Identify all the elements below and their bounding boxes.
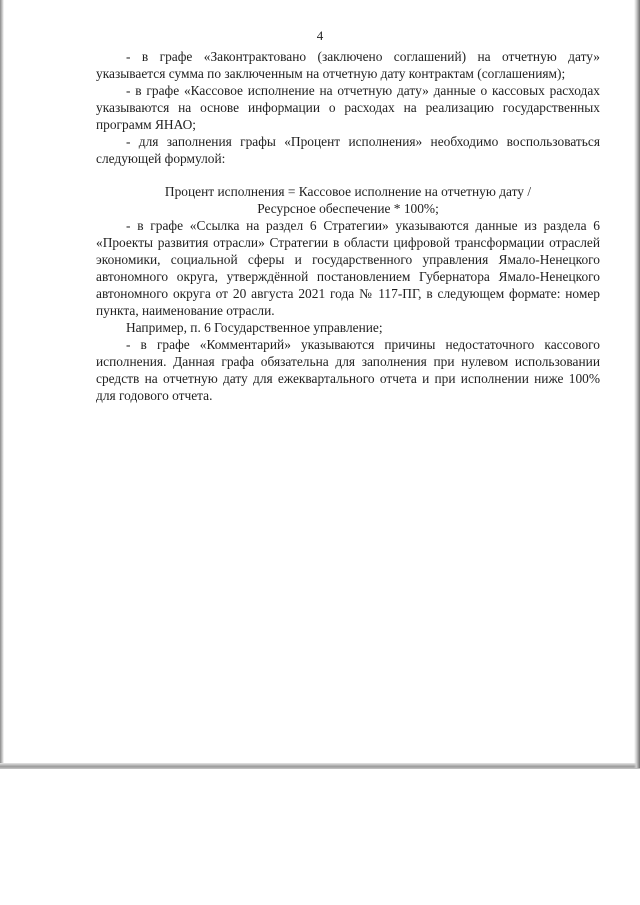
formula-line-2: Ресурсное обеспечение * 100%; <box>257 201 439 216</box>
paragraph-example: Например, п. 6 Государственное управление; <box>126 320 383 335</box>
formula-line-1: Процент исполнения = Кассовое исполнение на отчетную дату / <box>164 184 532 199</box>
formula-block <box>96 183 600 217</box>
paragraph-cash-execution: - в графе «Кассовое исполнение на отчетную дату» данные о кассовых расходах указываются на основе информации о расходах на реализацию государственных программ ЯНАО; <box>96 83 600 132</box>
paragraph-percent-intro: - для заполнения графы «Процент исполнения» необходимо воспользоваться следующей формулой: <box>96 134 600 166</box>
paragraph-comment: - в графе «Комментарий» указываются причины недостаточного кассового исполнения. Данная графа обязательна для заполнения при нулевом использовании средств на отчетную дату для ежеквартального отчета и при исполнении ниже 100% для годового отчета. <box>96 337 600 403</box>
page-number: 4 <box>316 28 324 43</box>
paragraph-contracted: - в графе «Законтрактовано (заключено соглашений) на отчетную дату» указывается сумма по заключенным на отчетную дату контрактам (соглашениям); <box>96 49 600 81</box>
page-body <box>96 48 600 404</box>
paragraph-strategy-link: - в графе «Ссылка на раздел 6 Стратегии» указываются данные из раздела 6 «Проекты развития отрасли» Стратегии в области цифровой трансформации отраслей экономики, социальной сферы и государственного управления Ямало-Ненецкого автономного округа, утверждённой постановлением Губернатора Ямало-Ненецкого автономного округа от 20 августа 2021 года № 117-ПГ, в следующем формате: номер пункта, наименование отрасли. <box>96 218 600 318</box>
page-bottom-edge <box>0 763 640 769</box>
